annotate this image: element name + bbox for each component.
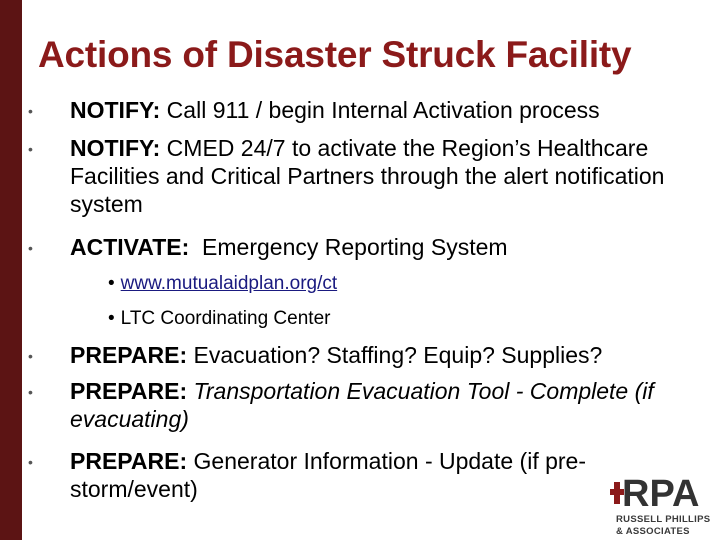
bullet-text: Evacuation? Staffing? Equip? Supplies? xyxy=(187,342,603,368)
bullet-text: Generator Information - Update (if pre-storm/event) xyxy=(70,448,586,502)
bullet-text: Transportation Evacuation Tool - Complete (if evacuating) xyxy=(70,378,654,432)
bullet-notify-cmed xyxy=(28,134,700,218)
bullet-dot-icon: • xyxy=(28,348,33,364)
sub-bullet-text: LTC Coordinating Center xyxy=(120,308,331,329)
slide-left-bar xyxy=(0,0,22,540)
bullet-activate xyxy=(28,233,700,261)
bullet-label: PREPARE: xyxy=(70,448,188,474)
bullet-dot-icon: • xyxy=(28,384,33,400)
bullet-label: ACTIVATE: xyxy=(70,234,190,260)
bullet-dot-icon: • xyxy=(28,454,33,470)
bullet-label: NOTIFY: xyxy=(70,97,161,123)
bullet-text: Emergency Reporting System xyxy=(189,234,508,260)
bullet-prepare-generator xyxy=(28,447,700,503)
bullet-dot-icon: • xyxy=(28,103,33,119)
bullet-text: Call 911 / begin Internal Activation process xyxy=(160,97,600,123)
bullet-label: PREPARE: xyxy=(70,378,188,404)
sub-bullet-dot-icon: • xyxy=(108,273,115,294)
bullet-prepare-evacuation xyxy=(28,341,700,369)
logo-line-1: RUSSELL PHILLIPS xyxy=(616,514,711,525)
mutualaidplan-link[interactable]: www.mutualaidplan.org/ct xyxy=(120,273,338,294)
bullet-dot-icon: • xyxy=(28,141,33,157)
bullet-prepare-transportation xyxy=(28,377,700,433)
bullet-dot-icon: • xyxy=(28,240,33,256)
bullet-label: NOTIFY: xyxy=(70,135,161,161)
bullet-text: CMED 24/7 to activate the Region’s Healthcare Facilities and Critical Partners through the alert notification system xyxy=(70,135,665,217)
sub-bullet-dot-icon: • xyxy=(108,308,115,329)
bullet-label: PREPARE: xyxy=(70,342,188,368)
sub-bullet-ltc xyxy=(108,307,330,331)
sub-bullet-website xyxy=(108,272,337,296)
logo-line-2: & ASSOCIATES xyxy=(616,526,690,537)
bullet-notify-911 xyxy=(28,96,700,124)
slide-title: Actions of Disaster Struck Facility xyxy=(38,34,632,75)
logo-letters: RPA xyxy=(622,474,700,515)
